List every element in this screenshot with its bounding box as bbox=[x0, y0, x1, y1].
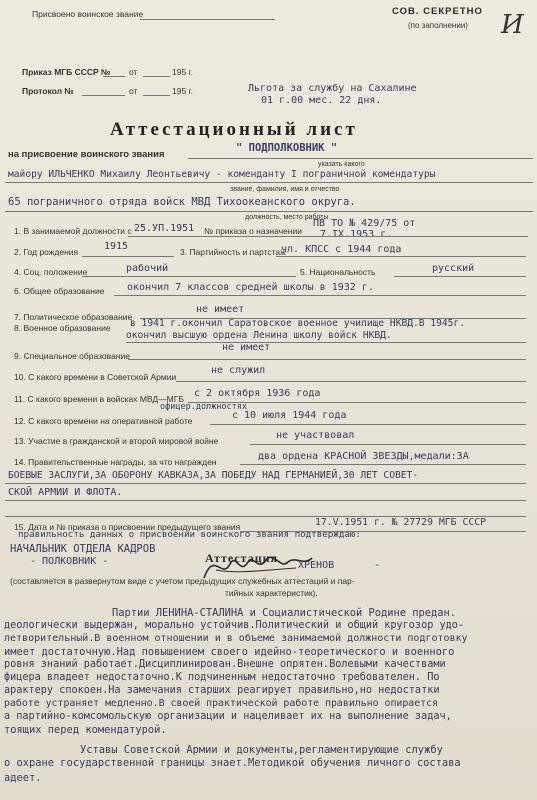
attestation-heading: Аттестация bbox=[205, 551, 279, 565]
item-14-rule-1 bbox=[240, 464, 526, 465]
item-5-label: 5. Национальность bbox=[300, 267, 376, 277]
item-10-label: 10. С какого времени в Советской Армии bbox=[14, 372, 177, 382]
item-14-label: 14. Правительственные награды, за что награжден bbox=[14, 457, 217, 467]
document-title: Аттестационный лист bbox=[110, 119, 358, 140]
item-2-rule bbox=[82, 256, 174, 257]
sakhalin-duration: 01 г.00 мес. 22 дня. bbox=[261, 95, 382, 106]
signatory-title: НАЧАЛЬНИК ОТДЕЛА КАДРОВ bbox=[10, 543, 156, 555]
attestation-line: имеет достаточную.Над повышением своего идейно-теоретического и военного bbox=[4, 646, 455, 658]
order-number-line bbox=[103, 76, 125, 77]
item-15-confirmation: правильность данных о присвоении воинского звания подтверждаю: bbox=[18, 529, 361, 540]
item-3-value: чл. КПСС с 1944 года bbox=[281, 244, 402, 255]
item-8-rule bbox=[126, 342, 526, 343]
item-11-label: 11. С какого времени в войсках МВД—МГБ bbox=[14, 394, 184, 404]
protocol-label: Протокол № bbox=[22, 86, 74, 96]
item-8-value-1: в 1941 г.окончил Саратовское военное училище НКВД.В 1945г. bbox=[130, 318, 466, 329]
attestation-line: а партийно-комсомольскую организации и нацеливает их на выполнение задач, bbox=[4, 711, 452, 722]
item-8-label: 8. Военное образование bbox=[14, 323, 111, 333]
protocol-date-line bbox=[143, 95, 170, 96]
attestation-sub-2: тийных характеристик). bbox=[225, 588, 318, 598]
item-14-rule-2 bbox=[5, 483, 526, 484]
order-label: Приказ МГБ СССР № bbox=[22, 67, 111, 77]
item-10-value: не служил bbox=[211, 365, 266, 376]
signatory-rank: - ПОЛКОВНИК - bbox=[30, 556, 109, 567]
attestation-line: работе устраняет медленно.В своей практической работе правильно опирается bbox=[4, 698, 439, 709]
item-4-label: 4. Соц. положение bbox=[14, 267, 88, 277]
person-rule bbox=[5, 182, 533, 183]
unit-rule bbox=[5, 211, 533, 212]
item-8-value-2: окончил высшую ордена Ленина школу войск НКВД. bbox=[126, 330, 392, 341]
item-13-label: 13. Участие в гражданской и второй мировой войне bbox=[14, 436, 219, 446]
rank-assigned-line bbox=[140, 19, 275, 20]
attestation-line: Уставы Советской Армии и документы,регламентирующие службу bbox=[80, 744, 443, 756]
item-2-value: 1915 bbox=[104, 241, 129, 252]
item-6-rule bbox=[114, 295, 526, 296]
item-12-label: 12. С какого времени на оперативной работе bbox=[14, 416, 193, 426]
attestation-line: арактеру спокоен.На замечания старших реагирует правильно,но недостатки bbox=[4, 685, 440, 696]
order-date-line bbox=[143, 76, 170, 77]
protocol-from: от bbox=[129, 86, 138, 96]
order-year: 195 г. bbox=[172, 67, 193, 77]
item-12-rule bbox=[210, 424, 526, 425]
item-13-value: не участвовал bbox=[276, 430, 355, 441]
unit-hint: должность, место работы bbox=[245, 214, 329, 221]
item-1-order-date: 7.IX.1953 г. bbox=[320, 229, 393, 240]
item-9-rule bbox=[128, 359, 526, 360]
item-5-value: русский bbox=[432, 263, 475, 274]
protocol-number-line bbox=[82, 95, 125, 96]
item-12-over: офицер.должностях bbox=[160, 402, 247, 412]
unit-line: 65 пограничного отряда войск МВД Тихоокеанского округа. bbox=[8, 196, 356, 208]
secret-sublabel: (по заполнении) bbox=[408, 21, 468, 30]
item-7-value: не имеет bbox=[196, 304, 245, 315]
attestation-line: Партии ЛЕНИНА-СТАЛИНА и Социалистической Родине предан. bbox=[112, 607, 457, 619]
item-14-value-2: БОЕВЫЕ ЗАСЛУГИ,ЗА ОБОРОНУ КАВКАЗА,ЗА ПОБЕДУ НАД ГЕРМАНИЕЙ,30 ЛЕТ СОВЕТ- bbox=[8, 470, 419, 481]
item-12-value: с 10 июля 1944 года bbox=[232, 410, 347, 421]
item-1-value: 25.УП.1951 bbox=[134, 223, 195, 234]
item-15-value: 17.V.1951 г. № 27729 МГБ СССР bbox=[315, 517, 487, 528]
attestation-line: о охране государственной границы знает.Методикой обучения личного состава bbox=[4, 757, 461, 769]
item-5-rule bbox=[394, 276, 526, 277]
item-2-label: 2. Год рождения bbox=[14, 247, 79, 257]
person-hint: звание, фамилия, имя и отчество bbox=[230, 186, 340, 193]
item-1-order-label: № приказа о назначении bbox=[204, 226, 302, 236]
attestation-line: тоящих перед комендатурой. bbox=[4, 724, 167, 736]
attestation-sub-1: (составляется в развернутом виде с учетом предыдущих служебных аттестаций и пар- bbox=[10, 576, 355, 586]
item-9-value: не имеет bbox=[222, 342, 271, 353]
item-13-rule bbox=[250, 444, 526, 445]
item-14-value-1: два ордена КРАСНОЙ ЗВЕЗДЫ,медали:ЗА bbox=[258, 451, 469, 462]
item-3-label: 3. Партийность и партстаж bbox=[180, 247, 286, 257]
item-6-value: окончил 7 классов средней школы в 1932 г. bbox=[127, 282, 374, 293]
item-15-label: 15. Дата и № приказа о присвоении предыдущего звания bbox=[14, 522, 241, 532]
secret-label: СОВ. СЕКРЕТНО bbox=[392, 6, 483, 17]
protocol-year: 195 г. bbox=[172, 86, 193, 96]
signatory-name: ХРЕНОВ bbox=[298, 560, 335, 571]
item-3-rule bbox=[276, 256, 526, 257]
attestation-line: деологически выдержан, морально устойчив.Политический и общий кругозор удо- bbox=[4, 620, 465, 631]
item-1-label: 1. В занимаемой должности с bbox=[14, 226, 132, 236]
item-15-rule bbox=[240, 531, 526, 532]
item-14-rule-3 bbox=[5, 500, 526, 501]
attestation-line: ровня знаний работает.Дисциплинирован.Внешне опрятен.Волевыми качествами bbox=[4, 659, 446, 670]
item-9-label: 9. Специальное образование bbox=[14, 351, 130, 361]
order-from: от bbox=[129, 67, 138, 77]
rank-assigned-label: Присвоено воинское звание bbox=[32, 9, 144, 19]
item-4-rule bbox=[82, 276, 296, 277]
attestation-line: фицера владеет недостаточно.К подчиненным недостаточно требователен. По bbox=[4, 672, 440, 683]
rank-hint: указать какого bbox=[318, 161, 365, 168]
attestation-line: летворительный.В военном отношении и в объеме занимаемой должности подготовку bbox=[4, 633, 468, 644]
rank-label: на присвоение воинского звания bbox=[8, 149, 165, 160]
person-line: майору ИЛЬЧЕНКО Михаилу Леонтьевичу - коменданту I пограничной комендатуры bbox=[8, 169, 436, 180]
item-1-order-value: ПВ ТО № 429/75 от bbox=[313, 218, 416, 229]
rank-value: " ПОДПОЛКОВНИК " bbox=[236, 142, 338, 154]
attestation-line: адеет. bbox=[4, 772, 42, 784]
handwritten-mark: И bbox=[501, 10, 524, 40]
item-14-value-3: СКОЙ АРМИИ И ФЛОТА. bbox=[8, 487, 123, 498]
sakhalin-benefit: Льгота за службу на Сахалине bbox=[248, 83, 417, 94]
item-6-label: 6. Общее образование bbox=[14, 286, 105, 296]
signatory-dash: - bbox=[374, 560, 381, 571]
item-1-rule bbox=[128, 236, 528, 237]
item-11-value: с 2 октября 1936 года bbox=[194, 388, 321, 399]
rank-line bbox=[188, 158, 533, 159]
item-10-rule bbox=[176, 381, 526, 382]
item-7-label: 7. Политическое образование bbox=[14, 312, 133, 322]
item-4-value: рабочий bbox=[126, 263, 169, 274]
